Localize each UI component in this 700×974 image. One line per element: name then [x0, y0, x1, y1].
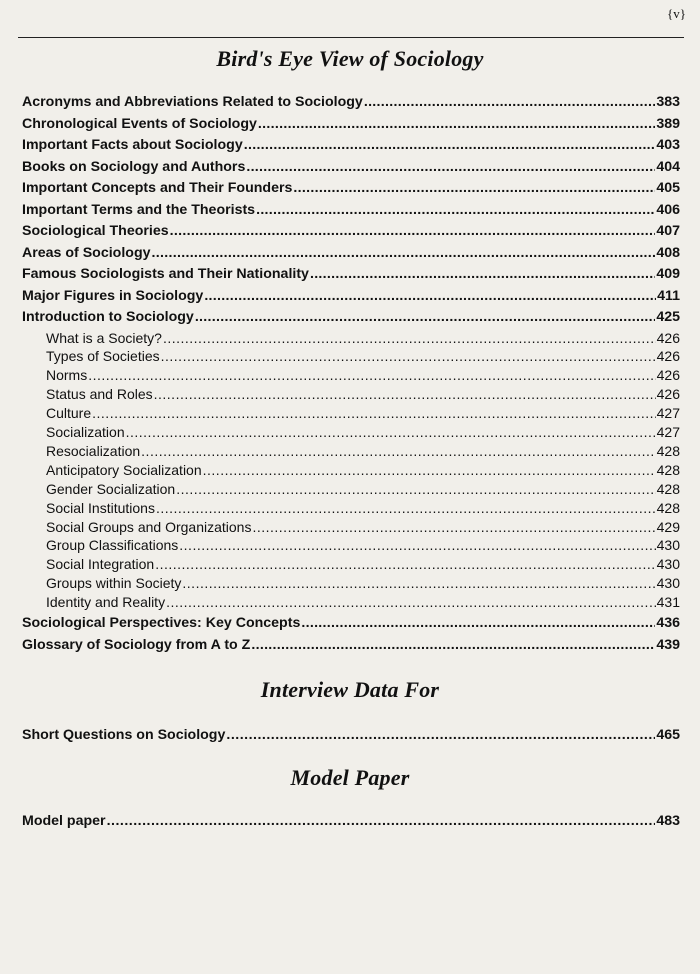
toc-entry[interactable] [22, 91, 680, 112]
toc-entry-title: Introduction to Sociology [22, 309, 194, 325]
dot-leader [170, 221, 656, 241]
dot-leader [252, 518, 655, 536]
toc-entry-page: 426 [656, 386, 680, 403]
toc-entry-page: 428 [656, 480, 680, 497]
dot-leader [182, 574, 655, 592]
toc-entry-page: 426 [656, 348, 680, 365]
toc-entry[interactable] [22, 306, 680, 327]
toc-entry-page: 428 [656, 499, 680, 516]
toc-entry-title: Important Facts about Sociology [22, 137, 243, 153]
toc-entry[interactable] [22, 724, 680, 745]
dot-leader [126, 423, 656, 441]
toc-subentry[interactable] [22, 460, 680, 479]
dot-leader [163, 329, 656, 347]
toc-entry[interactable] [22, 156, 680, 177]
toc-entry-title: Identity and Reality [46, 594, 166, 611]
toc-subentry[interactable] [22, 592, 680, 611]
toc-entry-title: Major Figures in Sociology [22, 287, 204, 304]
dot-leader [156, 499, 656, 517]
toc-entry-title: Socialization [46, 424, 125, 440]
dot-leader [310, 264, 655, 284]
dot-leader [166, 593, 656, 611]
dot-leader [176, 480, 655, 498]
toc-entry-page: 427 [656, 405, 680, 422]
toc-entry-page: 389 [656, 115, 680, 132]
toc-entry[interactable] [22, 134, 680, 155]
toc-entry-title: Gender Socialization [46, 480, 176, 497]
toc-entry-page: 431 [656, 594, 680, 611]
toc-entry-page: 404 [656, 158, 680, 175]
toc-entry-page: 425 [656, 309, 680, 325]
toc-entry-page: 411 [657, 287, 680, 304]
toc-entry-page: 430 [656, 537, 680, 554]
toc-entry-page: 428 [656, 461, 680, 478]
toc-entry-title: Status and Roles [46, 386, 153, 403]
toc-entry-title: Important Concepts and Their Founders [22, 180, 293, 196]
toc-entry[interactable] [22, 199, 680, 220]
dot-leader [293, 178, 655, 198]
toc-entry-title: Sociological Perspectives: Key Concepts [22, 615, 301, 631]
header-rule [18, 37, 684, 38]
toc-entry-page: 405 [656, 180, 680, 196]
toc-entry-title: Social Integration [46, 556, 155, 573]
toc-entry-page: 429 [656, 518, 680, 535]
dot-leader [203, 461, 656, 479]
toc-entry-page: 430 [656, 575, 680, 592]
toc-entry-title: Culture [46, 405, 92, 422]
toc-entry-title: Short Questions on Sociology [22, 727, 226, 743]
toc-entry-title: Norms [46, 367, 88, 384]
dot-leader [107, 811, 656, 831]
toc-subentry[interactable] [22, 328, 680, 347]
toc-entry-page: 430 [656, 556, 680, 573]
toc-entry-title: Anticipatory Socialization [46, 461, 202, 478]
page-number: {v} [667, 6, 686, 21]
dot-leader [258, 114, 655, 134]
dot-leader [88, 366, 655, 384]
dot-leader [152, 243, 656, 263]
toc-entry[interactable] [22, 612, 680, 633]
section-title-birds-eye: Bird's Eye View of Sociology [216, 46, 484, 71]
toc-subentry[interactable] [22, 365, 680, 384]
dot-leader [226, 725, 655, 745]
toc-entry-title: Glossary of Sociology from A to Z [22, 636, 251, 653]
toc-entry[interactable] [22, 177, 680, 198]
toc-entry-page: 408 [656, 244, 680, 261]
dot-leader [256, 200, 655, 220]
toc-subentry[interactable] [22, 479, 680, 498]
dot-leader [244, 135, 656, 155]
toc-entry-title: Books on Sociology and Authors [22, 158, 246, 175]
toc-entry-title: What is a Society? [46, 329, 162, 346]
toc-entry-page: 428 [656, 442, 680, 459]
toc-entry-title: Group Classifications [46, 537, 179, 554]
toc-entry-page: 426 [656, 329, 680, 346]
dot-leader [301, 613, 655, 633]
toc-entry-title: Social Groups and Organizations [46, 518, 252, 535]
toc-entry-page: 409 [656, 266, 680, 282]
toc-entry-title: Areas of Sociology [22, 244, 151, 261]
dot-leader [92, 404, 656, 422]
toc-entry[interactable] [22, 220, 680, 241]
toc-entry[interactable] [22, 113, 680, 134]
toc-subentry[interactable] [22, 554, 680, 573]
section-title-interview: Interview Data For [260, 677, 440, 702]
toc-entry-title: Groups within Society [46, 575, 182, 592]
dot-leader [364, 92, 656, 112]
toc-entry-title: Acronyms and Abbreviations Related to Sociology [22, 94, 363, 110]
toc-entry[interactable] [22, 242, 680, 263]
dot-leader [154, 385, 656, 403]
toc-subentry[interactable] [22, 498, 680, 517]
toc-entry-page: 406 [656, 201, 680, 218]
toc-entry-page: 439 [656, 636, 680, 653]
toc-entry[interactable] [22, 634, 680, 655]
toc-subentry[interactable] [22, 573, 680, 592]
toc-entry[interactable] [22, 285, 680, 306]
toc-entry-title: Sociological Theories [22, 223, 169, 239]
dot-leader [195, 307, 656, 327]
toc-subentry[interactable] [22, 517, 680, 536]
dot-leader [179, 536, 655, 554]
toc-subentry[interactable] [22, 441, 680, 460]
toc-entry-page: 427 [656, 424, 680, 440]
section-title-model-paper: Model Paper [290, 765, 410, 790]
toc-subentry[interactable] [22, 403, 680, 422]
dot-leader [141, 442, 655, 460]
dot-leader [155, 555, 655, 573]
toc-entry-title: Important Terms and the Theorists [22, 201, 256, 218]
dot-leader [161, 347, 656, 365]
toc-entry[interactable] [22, 263, 680, 284]
toc-entry[interactable] [22, 810, 680, 831]
toc-entry-title: Social Institutions [46, 499, 155, 516]
toc-entry-page: 483 [656, 813, 680, 829]
toc-entry-page: 383 [656, 94, 680, 110]
toc-subentry[interactable] [22, 535, 680, 554]
dot-leader [251, 635, 655, 655]
toc-entry-page: 426 [656, 367, 680, 384]
toc-entry-page: 465 [656, 727, 680, 743]
toc-entry-page: 407 [656, 223, 680, 239]
toc-entry-title: Resocialization [46, 442, 141, 459]
toc-entry-page: 436 [656, 615, 680, 631]
dot-leader [204, 286, 656, 306]
dot-leader [246, 157, 655, 177]
toc-entry-page: 403 [656, 137, 680, 153]
toc-subentry[interactable] [22, 384, 680, 403]
toc-subentry[interactable] [22, 422, 680, 441]
toc-entry-title: Famous Sociologists and Their Nationality [22, 266, 309, 282]
toc-entry-title: Types of Societies [46, 348, 160, 365]
toc-subentry[interactable] [22, 346, 680, 365]
toc-entry-title: Model paper [22, 813, 106, 829]
toc-entry-title: Chronological Events of Sociology [22, 115, 257, 132]
